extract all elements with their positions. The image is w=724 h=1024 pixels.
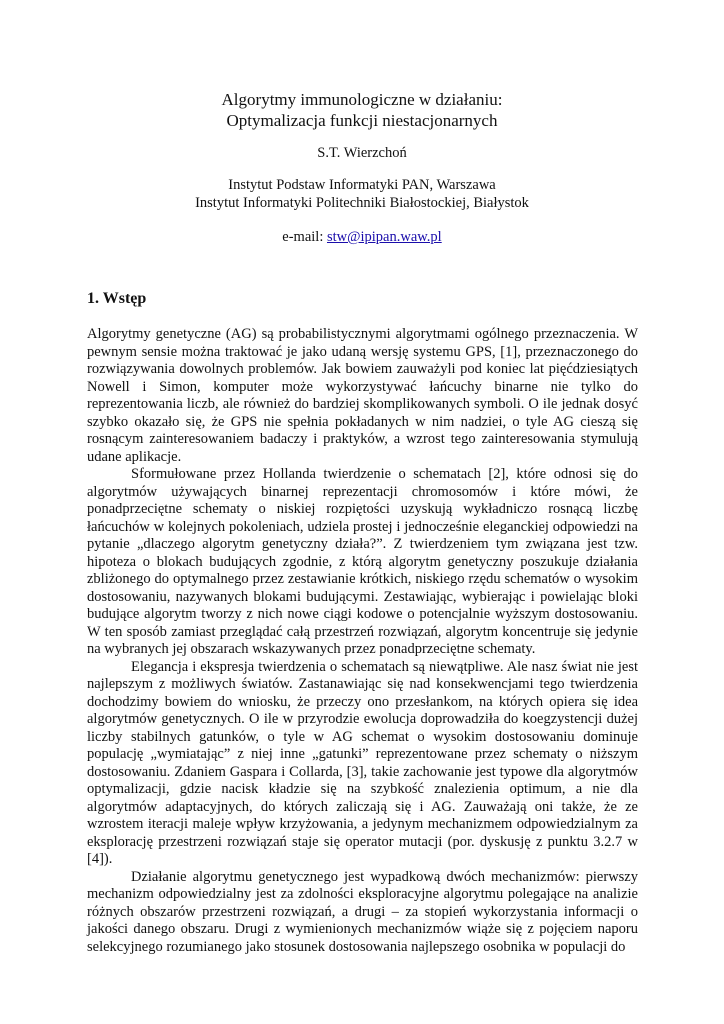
paragraph-1: Algorytmy genetyczne (AG) są probabilistycznymi algorytmami ogólnego przeznaczenia. W pewnym sensie można traktować je jako udaną wersję systemu GPS, [1], przeznaczonego do rozwiązywania dowolnych problemów. Jak bowiem zauważyli pod koniec lat pięćdziesiątych Nowell i Simon, komputer może wykorzystywać łańcuchy binarne nie tylko do reprezentowania liczb, ale również do bardziej skomplikowanych symboli. O ile jednak dosyć szybko okazało się, że GPS nie spełnia pokładanych w nim nadziei, o tyle AG cieszą się rosnącym zainteresowaniem badaczy i praktyków, a wzrost tego zainteresowania stymulują udane aplikacje. — [87, 326, 638, 465]
paper-title — [0, 89, 724, 131]
paragraph-3: Elegancja i ekspresja twierdzenia o schematach są niewątpliwe. Ale nasz świat nie jest najlepszym z możliwych światów. Zastanawiając się nad konsekwencjami tego twierdzenia dochodzimy bowiem do wniosku, że przeczy ono przesłankom, na których opiera się idea algorytmów genetycznych. O ile w przyrodzie ewolucja doprowadziła do koegzystencji dużej liczby stabilnych gatunków, o tyle w AG schemat o wysokim dostosowaniu dominuje populację „wymiatając” z niej inne „gatunki” reprezentowane przez schematy o niższym dostosowaniu. Zdaniem Gaspara i Collarda, [3], takie zachowanie jest typowe dla algorytmów optymalizacji, gdzie nacisk kładzie się na szybkość znalezienia optimum, a nie dla algorytmów adaptacyjnych, do których zaliczają się i AG. Zauważają oni także, że ze wzrostem iteracji maleje wpływ krzyżowania, a jedynym mechanizmem odpowiedzialnym za eksplorację przestrzeni rozwiązań staje się operator mutacji (por. dyskusję z punktu 3.2.7 w [4]). — [87, 658, 638, 867]
email-label: e-mail: — [282, 229, 327, 245]
email-link[interactable]: stw@ipipan.waw.pl — [326, 229, 442, 245]
email-line — [0, 229, 724, 246]
affiliations — [0, 176, 724, 212]
affiliation-2: Instytut Informatyki Politechniki Białostockiej, Białystok — [195, 195, 529, 211]
section-heading: 1. Wstęp — [87, 290, 147, 307]
title-line-2: Optymalizacja funkcji niestacjonarnych — [226, 111, 498, 130]
affiliation-1: Instytut Podstaw Informatyki PAN, Warszawa — [228, 177, 496, 193]
title-line-1: Algorytmy immunologiczne w działaniu: — [221, 90, 503, 109]
paragraph-2: Sformułowane przez Hollanda twierdzenie o schematach [2], które odnosi się do algorytmów używających binarnej reprezentacji chromosomów i które mówi, że ponadprzeciętne schematy o niskiej rozpiętości uzyskują wykładniczo rosnącą liczbę łańcuchów w kolejnych pokoleniach, udziela prostej i jednocześnie eleganckiej odpowiedzi na pytanie „dlaczego algorytm genetyczny działa?”. Z twierdzeniem tym związana jest tzw. hipoteza o blokach budujących zgodnie, z którą algorytm genetyczny poszukuje działania zbliżonego do optymalnego przez zestawianie krótkich, niskiego rzędu schematów o wysokim dostosowaniu, nazywanych blokami budującymi. Zestawiając, wybierając i powielając bloki budujące algorytm tworzy z nich nowe ciągi kodowe o potencjalnie wyższym dostosowaniu. W ten sposób zamiast przeglądać całą przestrzeń rozwiązań, algorytm koncentruje się jedynie na wybranych jej obszarach wskazywanych przez ponadprzeciętne schematy. — [87, 466, 638, 657]
body-text — [87, 326, 638, 956]
author-name: S.T. Wierzchoń — [317, 145, 407, 161]
paragraph-4: Działanie algorytmu genetycznego jest wypadkową dwóch mechanizmów: pierwszy mechanizm odpowiedzialny jest za zdolności eksploracyjne algorytmu polegające na analizie różnych obszarów przestrzeni rozwiązań, a drugi – za stopień wykorzystania informacji o jakości danego obszaru. Drugi z wymienionych mechanizmów wiąże się z pojęciem naporu selekcyjnego rozumianego jako stosunek dostosowania najlepszego osobnika w populacji do — [87, 868, 638, 955]
